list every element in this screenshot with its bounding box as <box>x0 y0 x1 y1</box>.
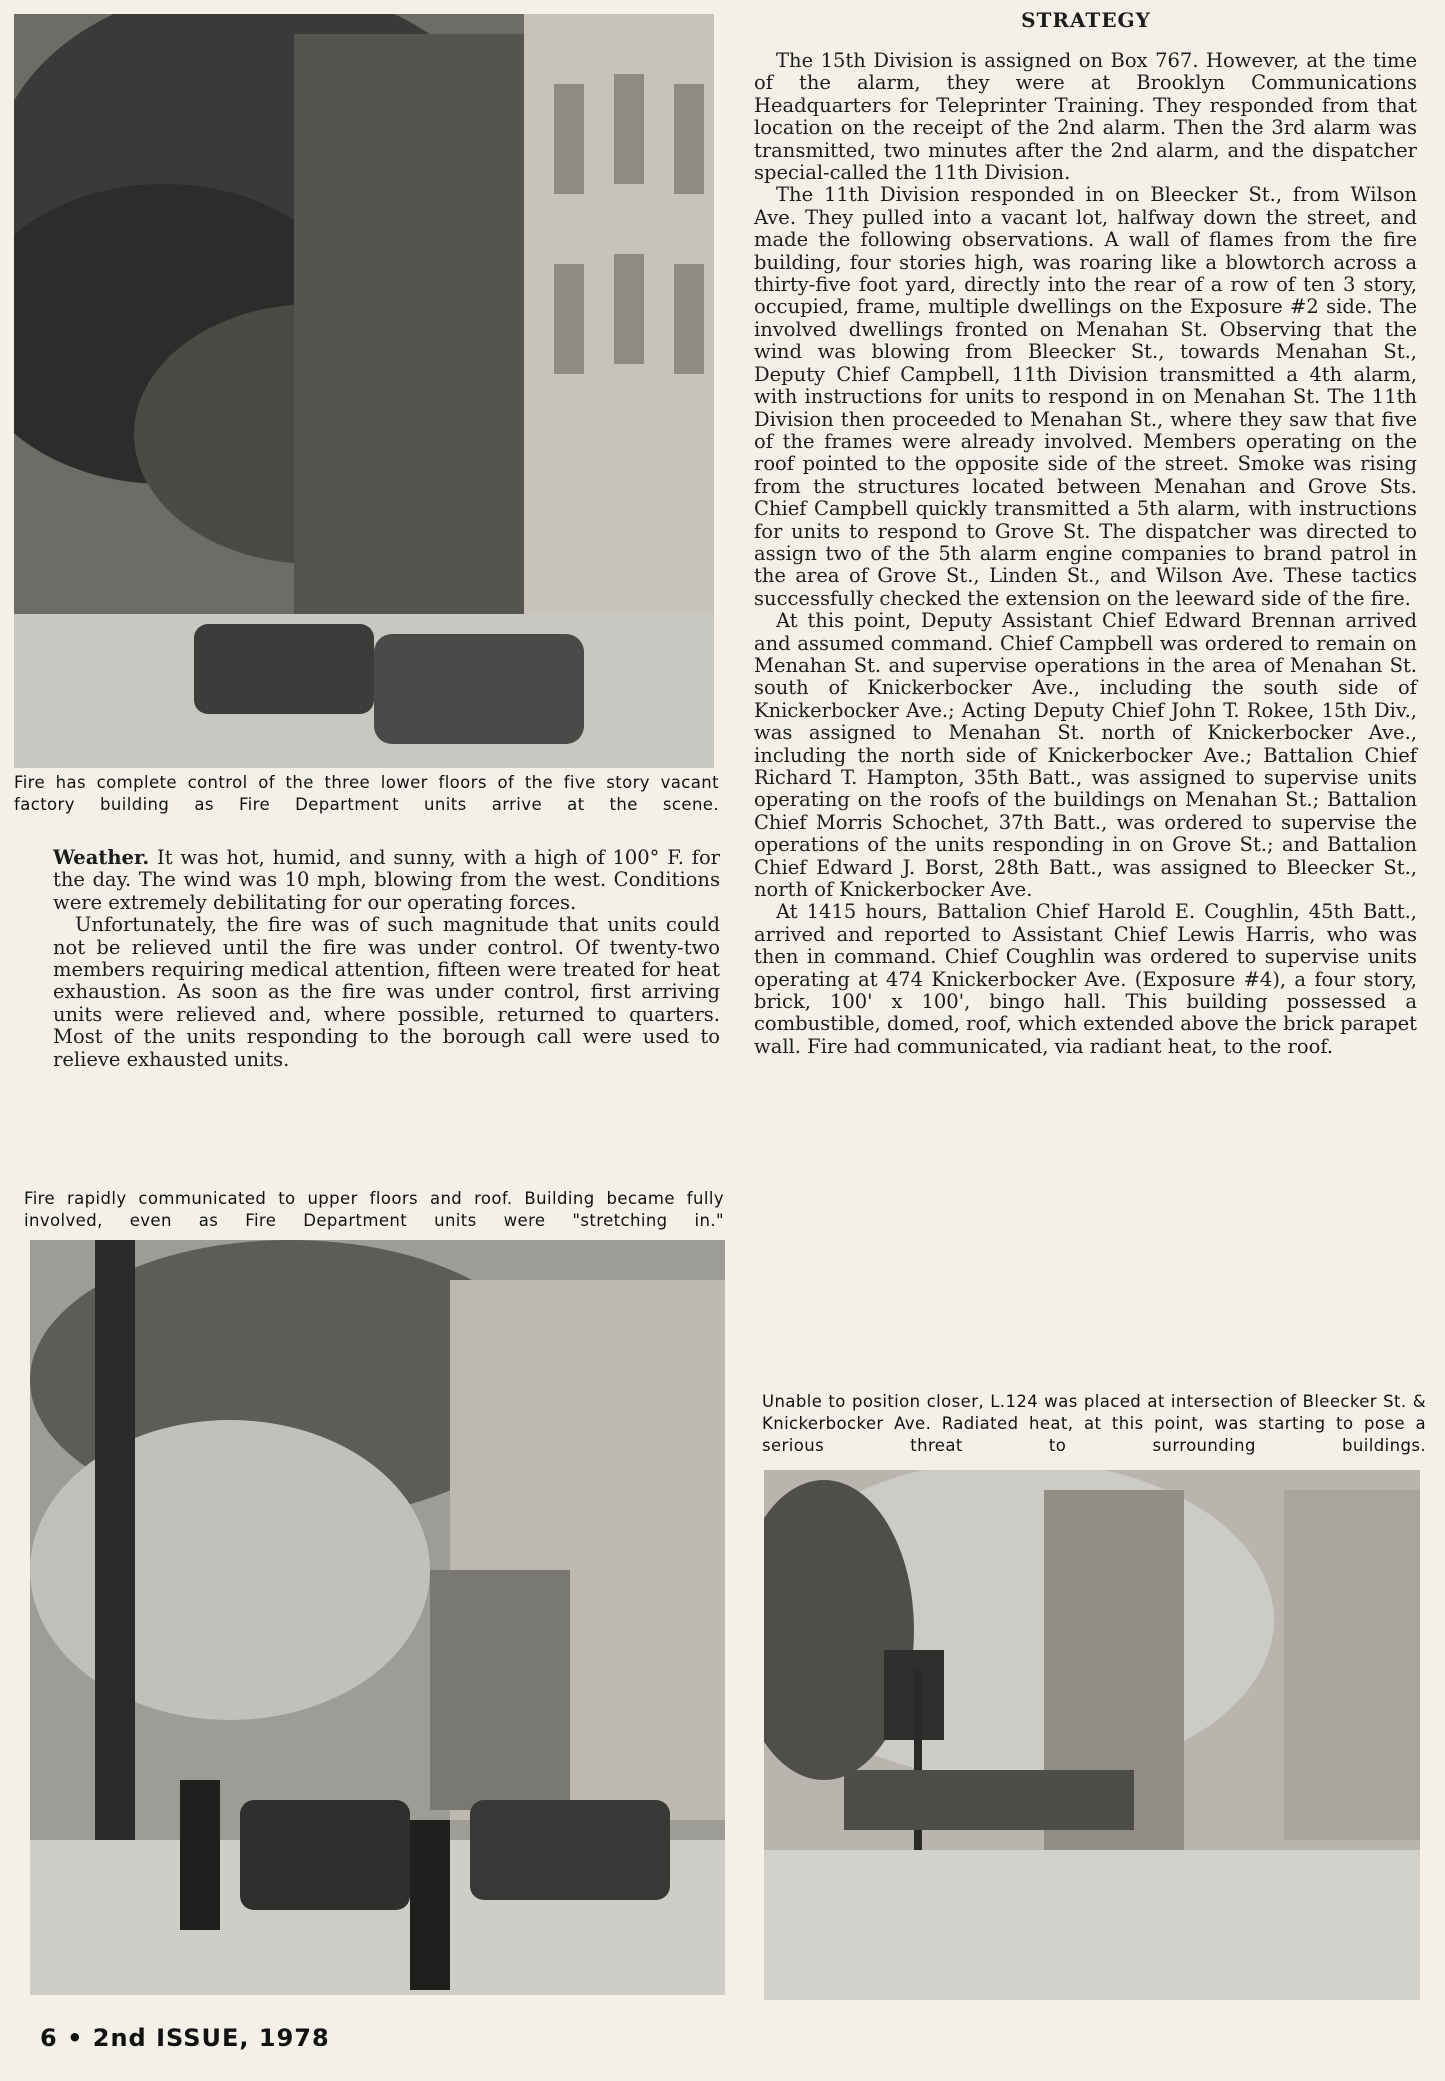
page-footer <box>40 2024 330 2052</box>
weather-paragraph-1: It was hot, humid, and sunny, with a high of 100° F. for the day. The wind was 10 mph, blowing from the west. Conditions were extremely debilitating for our operating forces. <box>53 846 721 914</box>
strategy-heading: STRATEGY <box>1021 8 1151 32</box>
footer-bullet: • <box>67 2024 84 2052</box>
photo-factory-fire-image <box>14 14 714 768</box>
weather-lead: Weather. <box>53 846 150 869</box>
photo-ladder-124-image <box>764 1470 1420 2000</box>
photo-building-involved-image <box>30 1240 725 1995</box>
strategy-paragraph-1: The 15th Division is assigned on Box 767. However, at the time of the alarm, they were at Brooklyn Communications Headquarters for Teleprinter Training. They responded from that location on the receipt of the 2nd alarm. Then the 3rd alarm was transmitted, two minutes after the 2nd alarm, and the dispatcher special-called the 11th Division. <box>754 49 1417 185</box>
strategy-paragraph-2: The 11th Division responded in on Bleecker St., from Wilson Ave. They pulled into a vacant lot, halfway down the street, and made the following observations. A wall of flames from the fire building, four stories high, was roaring like a blowtorch across a thirty-five foot yard, directly into the rear of a row of ten 3 story, occupied, frame, multiple dwellings on the Exposure #2 side. The involved dwellings fronted on Menahan St. Observing that the wind was blowing from Bleecker St., towards Menahan St., Deputy Chief Campbell, 11th Division transmitted a 4th alarm, with instructions for units to respond in on Menahan St. The 11th Division then proceeded to Menahan St., where they saw that five of the frames were already involved. Members operating on the roof pointed to the opposite side of the street. Smoke was rising from the structures located between Menahan and Grove Sts. Chief Campbell quickly transmitted a 5th alarm, with instructions for units to respond to Grove St. The dispatcher was directed to assign two of the 5th alarm engine companies to brand patrol in the area of Grove St., Linden St., and Wilson Ave. These tactics successfully checked the extension on the leeward side of the fire. <box>754 183 1417 610</box>
strategy-paragraph-4: At 1415 hours, Battalion Chief Harold E. Coughlin, 45th Batt., arrived and reported to Assistant Chief Lewis Harris, who was then in command. Chief Coughlin was ordered to supervise units operating at 474 Knickerbocker Ave. (Exposure #4), a four story, brick, 100' x 100', bingo hall. This building possessed a combustible, domed, roof, which extended above the brick parapet wall. Fire had communicated, via radiant heat, to the roof. <box>754 900 1417 1058</box>
strategy-section <box>754 50 1417 1058</box>
page-number: 6 <box>40 2024 58 2052</box>
caption-top-left: Fire has complete control of the three lower floors of the five story vacant factory building as Fire Department units arrive at the scene. <box>14 773 719 814</box>
strategy-paragraph-3: At this point, Deputy Assistant Chief Edward Brennan arrived and assumed command. Chief Campbell was ordered to remain on Menahan St. and supervise operations in the area of Menahan St. south of Knickerbocker Ave., including the south side of Knickerbocker Ave.; Acting Deputy Chief John T. Rokee, 15th Div., was assigned to Menahan St. north of Knickerbocker Ave., including the north side of Knickerbocker Ave.; Battalion Chief Richard T. Hampton, 35th Batt., was assigned to supervise units operating on the roofs of the buildings on Menahan St.; Battalion Chief Morris Schochet, 37th Batt., was ordered to supervise the operations of the units responding in on Grove St.; and Battalion Chief Edward J. Borst, 28th Batt., was assigned to Bleecker St., north of Knickerbocker Ave. <box>754 609 1417 902</box>
photo-building-involved <box>30 1240 725 1995</box>
issue-label: 2nd ISSUE, 1978 <box>92 2024 330 2052</box>
weather-section <box>53 847 720 1071</box>
caption-bottom-right: Unable to position closer, L.124 was placed at intersection of Bleecker St. & Knickerbocker Ave. Radiated heat, at this point, was starting to pose a serious threat to surrounding buildings. <box>762 1392 1426 1455</box>
weather-paragraph-2: Unfortunately, the fire was of such magnitude that units could not be relieved until the fire was under control. Of twenty-two members requiring medical attention, fifteen were treated for heat exhaustion. As soon as the fire was under control, first arriving units were relieved and, where possible, returned to quarters. Most of the units responding to the borough call were used to relieve exhausted units. <box>53 913 720 1071</box>
photo-ladder-124 <box>764 1470 1420 2000</box>
caption-bottom-left: Fire rapidly communicated to upper floors and roof. Building became fully involved, even as Fire Department units were "stretching in." <box>24 1189 724 1230</box>
photo-factory-fire <box>14 14 714 768</box>
